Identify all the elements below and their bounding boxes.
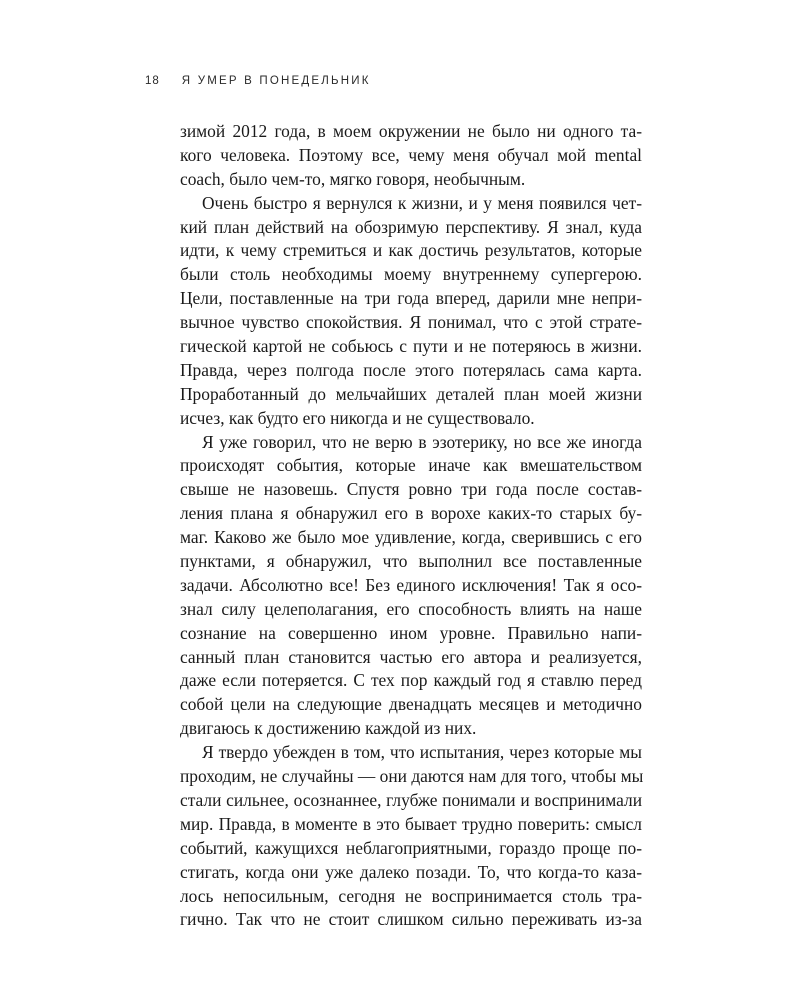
text-line: стали сильнее, осознаннее, глубже понимали и воспринимали <box>180 789 642 810</box>
text-line: Цели, поставленные на три года вперед, дарили мне непри- <box>180 288 642 309</box>
book-title: Я УМЕР В ПОНЕДЕЛЬНИК <box>181 75 371 87</box>
text-line: маг. Каково же было мое удивление, когда, сверившись с его <box>180 527 642 548</box>
text-line: даже если потеряется. С тех пор каждый год я ставлю перед <box>180 670 642 691</box>
text-line: Очень быстро я вернулся к жизни, и у меня появился чет- <box>202 192 642 213</box>
text-line: событий, кажущихся неблагоприятными, гораздо проще по- <box>180 837 642 858</box>
text-line: зимой 2012 года, в моем окружении не было ни одного та- <box>180 121 642 141</box>
text-line: Проработанный до мельчайших деталей план моей жизни <box>180 383 642 404</box>
text-line: собой цели на следующие двенадцать месяцев и методично <box>180 694 642 715</box>
text-line: гической картой не собьюсь с пути и не потеряюсь в жизни. <box>180 336 642 357</box>
text-line: исчез, как будто его никогда и не существовало. <box>180 407 535 428</box>
text-line: были столь необходимы моему внутреннему супергерою. <box>180 264 642 285</box>
text-line: санный план становится частью его автора и реализуется, <box>180 646 642 667</box>
text-line: Я твердо убежден в том, что испытания, через которые мы <box>202 742 642 763</box>
text-line: задачи. Абсолютно все! Без единого исключения! Так я осо- <box>180 574 642 595</box>
text-line: кого человека. Поэтому все, чему меня обучал мой mental <box>180 144 642 165</box>
text-line: гично. Так что не стоит слишком сильно переживать из-за <box>180 909 642 930</box>
text-line: сознание на совершенно ином уровне. Правильно напи- <box>180 622 642 643</box>
text-line: свыше не назовешь. Спустя ровно три года после состав- <box>180 479 642 500</box>
body-text <box>180 120 642 932</box>
text-line: стигать, когда они уже далеко позади. То, что когда-то каза- <box>180 861 642 882</box>
text-line: кий план действий на обозримую перспективу. Я знал, куда <box>180 216 642 237</box>
text-line: мир. Правда, в моменте в это бывает трудно поверить: смысл <box>180 813 642 834</box>
text-line: проходим, не случайны — они даются нам для того, чтобы мы <box>180 766 644 787</box>
text-line: идти, к чему стремиться и как достичь результатов, которые <box>180 240 642 261</box>
text-line: лось непосильным, сегодня не воспринимается столь тра- <box>180 885 642 906</box>
text-line: пунктами, я обнаружил, что выполнил все поставленные <box>180 551 642 572</box>
text-line: вычное чувство спокойствия. Я понимал, что с этой страте- <box>180 312 642 333</box>
text-line: происходят события, которые иначе как вмешательством <box>180 455 642 476</box>
running-head <box>145 73 371 89</box>
page-number: 18 <box>145 75 160 87</box>
text-line: coach, было чем-то, мягко говоря, необычным. <box>180 168 526 189</box>
text-line: Правда, через полгода после этого потерялась сама карта. <box>180 359 642 380</box>
text-line: двигаюсь к достижению каждой из них. <box>180 718 477 739</box>
text-line: Я уже говорил, что не верю в эзотерику, но все же иногда <box>202 431 642 452</box>
text-line: знал силу целеполагания, его способность влиять на наше <box>180 598 642 619</box>
text-line: ления плана я обнаружил его в ворохе каких-то старых бу- <box>180 503 642 524</box>
